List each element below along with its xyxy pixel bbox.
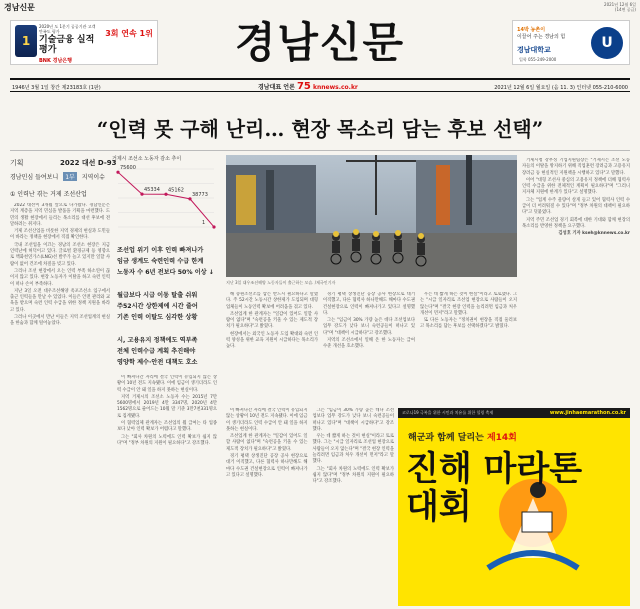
pull-quote: 영양학 제수·안전 대책도 호소 [117,359,198,366]
issue-date: 2021년 12월 6일 월요일 (음 11. 3) 인터넷 055-210-6000 [494,85,628,91]
ad-subtitle-prefix: 해군과 함께 달리는 [408,433,484,443]
pull-quote-group-3 [117,335,219,368]
article-column-1 [10,203,110,606]
site-banner-prefix: 경남대표 언론 [258,84,295,91]
paragraph: 그러나 이곳에서 만난 이들은 지역 조선업계의 현실을 한숨과 함께 털어놓았다. [10,315,110,327]
chart-plot [112,163,222,233]
paragraph: 거제 조선산업을 비롯한 지역 경제의 현실과 도민들이 바라는 정책을 현장에서 직접 확인한다. [10,229,110,241]
ad-subtitle [408,430,517,443]
site-url[interactable]: knnews.co.kr [312,84,358,91]
ad-tagline-highlight: 14박 농촌이 [517,27,546,33]
pull-quote-group-2 [117,290,219,323]
paragraph: 이 빠져나간 자리에 결국 인력이 유입되지 않는 상황이 10년 전도 지속됐다. 이에 임금이 생기더라도 인력 수급이 안 돼 일을 하지 못하는 현실이다. [226,408,308,432]
pull-quote: 노동자 수 6년 전보다 50% 이상 ↓ [117,269,214,276]
newspaper-title: 경남신문 [234,18,406,67]
paragraph: 또 다른 노동자는 "정치권이 현장을 직접 둘러보고 목소리를 담는 후보를 선택하겠다"고 밝혔다. [420,318,517,330]
paragraph: 그는 "회사 차원의 노력에도 인력 확보가 쉽지 않다"며 "정부 차원의 지원이 필요하다"고 강조했다. [117,434,217,446]
series-subtitle: ① 인력난 겪는 거제 조선산업 [10,191,87,198]
ad-main-text: 진해 마라톤 대회 [406,449,583,527]
byline: 김성호 기자 kseh@knnews.co.kr [558,231,630,237]
ad-big-text: 기술금융 실적평가 [39,35,95,55]
paragraph: 지난 3일 오전 대우조선해양 옥포조선소 입구에서 출근 인력들을 만날 수 있었다. 이들은 안전 관리와 교육을 받으며 숙련 인력 수급을 위한 정책 지원을 바라고 있다. [10,288,110,313]
ad-tagline [517,27,593,41]
section-date: 2022 대선 D-93 [60,159,117,167]
data-point [212,225,215,228]
ad-url[interactable]: www.jinhaemarathon.co.kr [549,410,626,416]
paragraph: 우는 데 짧게 하는 것이 현실"이라고 토로했다. 그는 "시급 일자리로 조선업 현장으로 사람들이 오지 않는다"며 "결국 현장 인력을 늘리려면 임금과 처우 개선이 먼저"라고 말했다. [312,434,394,465]
data-label: 1 [202,219,206,226]
paragraph: 그리나 조선 현장에서 오는 인력 부족 하소연이 끊이지 않고 있다. 현장 노동자가 이탈을 하고 숙련 인력이 떠나 손이 부족하다. [10,268,110,287]
data-label: 38773 [192,191,208,198]
top-right-meta [604,2,636,12]
paragraph: 해 증원조선소를 삼는 반드시 필요하다고 말했다. 주 52시간 노동시간 상한제가 도입되며 대형 업체들이 노동인력 확보에 어려움을 겪고 있다. [226,292,318,310]
headline-divider [10,150,630,151]
section-tag: 기획 [10,159,24,167]
main-headline: “인력 못 구해 난리… 현장 목소리 담는 후보 선택” [96,117,544,141]
corner-newspaper-name: 경남신문 [4,3,35,12]
paragraph: 그는 "임금이 30% 가량 높은 데다 조선업보다 업무 강도가 낮다 보니 숙련공들이 떠나고 있다"며 "대책이 시급하다"고 강조했다. [323,318,415,336]
series-part: 1부 [65,174,75,181]
series-line [118,172,214,227]
series-topic: 지역이슈 [81,174,105,181]
paragraph: 지역 거제시의 조선소 노동자 수는 2015년 7만5600명에서 2019년 4만 3347명, 2020년 4만1562명으로 줄어드는 10월 말 기준 3만7천331명으로 집계됐다. [117,394,217,419]
paragraph: 이어 "대형 조선사 중심의 고용유지 정책에 더해 협력사 인력 수급을 위한 전체적인 계획이 필요하다"며 "그러니 지자체 지원에 한계가 있다"고 설명했다. [522,177,630,196]
marathon-advertisement[interactable] [398,408,630,606]
shipyard-workers-photo [226,155,517,277]
paragraph: 경기 평택 상생진단 공장 공사 현장으로 대거 이직했고, 다른 협력사 하나만해도 해마다 수도권 건설현장으로 인력이 빠져나가고 있다고 설명했다. [226,454,308,478]
paragraph: 거제시청 강무성 기업지원팀장은 "거제시는 조선 노동자들의 이탈을 방지하기 위해 직업훈련 장려금과 고용유지 장려금 등 현실적인 지원책을 시행하고 있다"고 말했다. [522,158,630,176]
paragraph: 경기 평택 상생진단 공장 공사 현장으로 대거 이직했고, 다른 협력사 하나만해도 해마다 수도권 건설현장으로 인력이 빠져나가고 있다고 설명했다. [323,292,415,316]
ad-top-text: 코로나19 극복을 위한 시민과 치유를 위한 힐링 축제 [402,410,494,415]
top-meta-line: (14면 공급) [614,7,636,12]
ad-edition: 제14회 [486,433,517,443]
university-advertisement[interactable] [512,20,630,65]
pull-quote: 시, 고용유지 정책에도 역부족 [117,337,198,344]
paragraph: 조선업계 한 관계자는 "일감이 있어도 일할 사람이 없다"며 "숙련공을 키울 수 있는 제도적 장치가 필요하다"고 밝혔다. [226,311,318,330]
paragraph: 이 빠져나간 자리에 결국 인력이 유입되지 않는 상황이 10년 전도 지속됐다. 이에 임금이 생기더라도 인력 수급이 안 돼 일을 하지 못하는 현실이다. [117,375,217,393]
pull-quote: 주52시간 상한제에 시간 줄어 [117,303,198,310]
worker-decline-chart [112,155,222,233]
paragraph: 이 협력업체 관계자는 조선업의 월 급여는 타 업종보다 낮아 인력 확보가 어렵다고 말했다. [117,421,217,433]
issue-meta-bar [10,78,630,92]
pull-quote: 임금 생계도 숙련인력 수급 한계 [117,258,204,265]
university-emblem-icon: U [591,27,623,59]
bank-logo: BNK 경남은행 [39,58,72,64]
data-label: 45334 [144,187,160,194]
paragraph: 2022 대선이 3개월 앞으로 다가왔다. 경남신문은 지역 계층을 지역 민심을 발품을 기획을 마련했다. 도민의 생활 현장에서 들리는 목소리를 대선 후보에 전달하려는 취지다. [10,203,110,227]
paragraph: 현장에서는 외국인 노동자 도입 확대와 숙련 인력 양성을 위한 교육 지원이 시급하다는 목소리가 높다. [226,331,318,350]
anniversary-number: 75 [296,81,311,92]
chart-title: 거제시 조선소 노동자 감소 추이 [112,156,182,162]
paragraph: 국내 조선업을 이끄는 경남의 조선소 현장은 지금 인력난에 허덕이고 있다. 글로벌 환경규제 등 영향으로 액화천연가스(LNG)선 발주가 늘고 있지만 일할 사람이 없어 건조에 차질을 빚고 있다. [10,242,110,267]
article-column-3b [226,408,394,606]
article-column-5 [420,292,517,404]
ad-phone: 입학 055-249-2000 [519,57,557,62]
paragraph: 그는 "임금이 30% 가량 높은 데다 조선업보다 업무 강도가 낮다 보니 숙련공들이 떠나고 있다"며 "대책이 시급하다"고 강조했다. [312,408,394,432]
top-meta-line: 2021년 12월 6일 [604,2,636,7]
paragraph: 우는 데 짧게 하는 것이 현실"이라고 토로했다. 그는 "시급 일자리로 조선업 현장으로 사람들이 오지 않는다"며 "결국 현장 인력을 늘리려면 임금과 처우 개선이 먼저"라고 말했다. [420,292,517,316]
paragraph: 그는 "회사 차원의 노력에도 인력 확보가 쉽지 않다"며 "정부 차원의 지원이 필요하다"고 강조했다. [312,466,394,485]
founding-info: 1946년 3월 1일 창간 제23183호 (1판) [12,85,101,91]
article-column-6 [522,158,630,402]
pull-quote: 전체 인력수급 계획 추진해야 [117,348,196,355]
series-name: 경남민심 들여보니 [10,174,59,181]
paragraph: 그는 "업계 수주 물량이 살게 들고 있어 협력사 인력 수급이 더 어려워질 수 있다"며 "정부 차원의 대책이 필요하다"고 덧붙였다. [522,197,630,216]
photo-caption: 지난 3일 대우조선해양 노동자들이 출근하는 모습. /제국인기자 [226,280,336,285]
site-banner[interactable] [258,81,358,92]
paragraph: 조선업계 한 관계자는 "일감이 있어도 일할 사람이 없다"며 "숙련공을 키울 수 있는 제도적 장치가 필요하다"고 밝혔다. [226,434,308,452]
ad-rank-text: 3회 연속 1위 [105,29,153,38]
data-label: 45162 [168,187,184,194]
pull-quote-group-1 [117,245,219,278]
paragraph: 지역 주민 조선업 경기 회복에 대한 기대와 함께 현장의 목소리를 반영한 정책을 요구했다. [522,217,630,229]
article-column-2 [117,375,217,606]
series-tags [10,172,105,181]
pull-quote: 기존 인력 이탈도 심각한 상황 [117,314,198,321]
bank-advertisement[interactable] [10,20,158,65]
award-badge-icon: 1 [15,25,37,57]
data-label: 75600 [120,165,136,172]
article-column-4 [323,292,415,404]
university-name: 경남대학교 [517,46,551,54]
article-column-3 [226,292,318,404]
ad-small-text: 2020년 도 1분기 공공기관 고객만족도 평가 [39,24,96,34]
pull-quote: 월급보다 시급 이동 탈출 쉬워 [117,292,198,299]
pull-quote: 조선업 위기 이후 인력 빠져나가 [117,247,204,254]
paragraph: 지역의 조선소에서 일해 온 한 노동자는 급여 수준 개선을 호소했다. [323,338,415,350]
ad-tagline-rest: 이끌어 주는 경남의 힘 [517,34,566,40]
